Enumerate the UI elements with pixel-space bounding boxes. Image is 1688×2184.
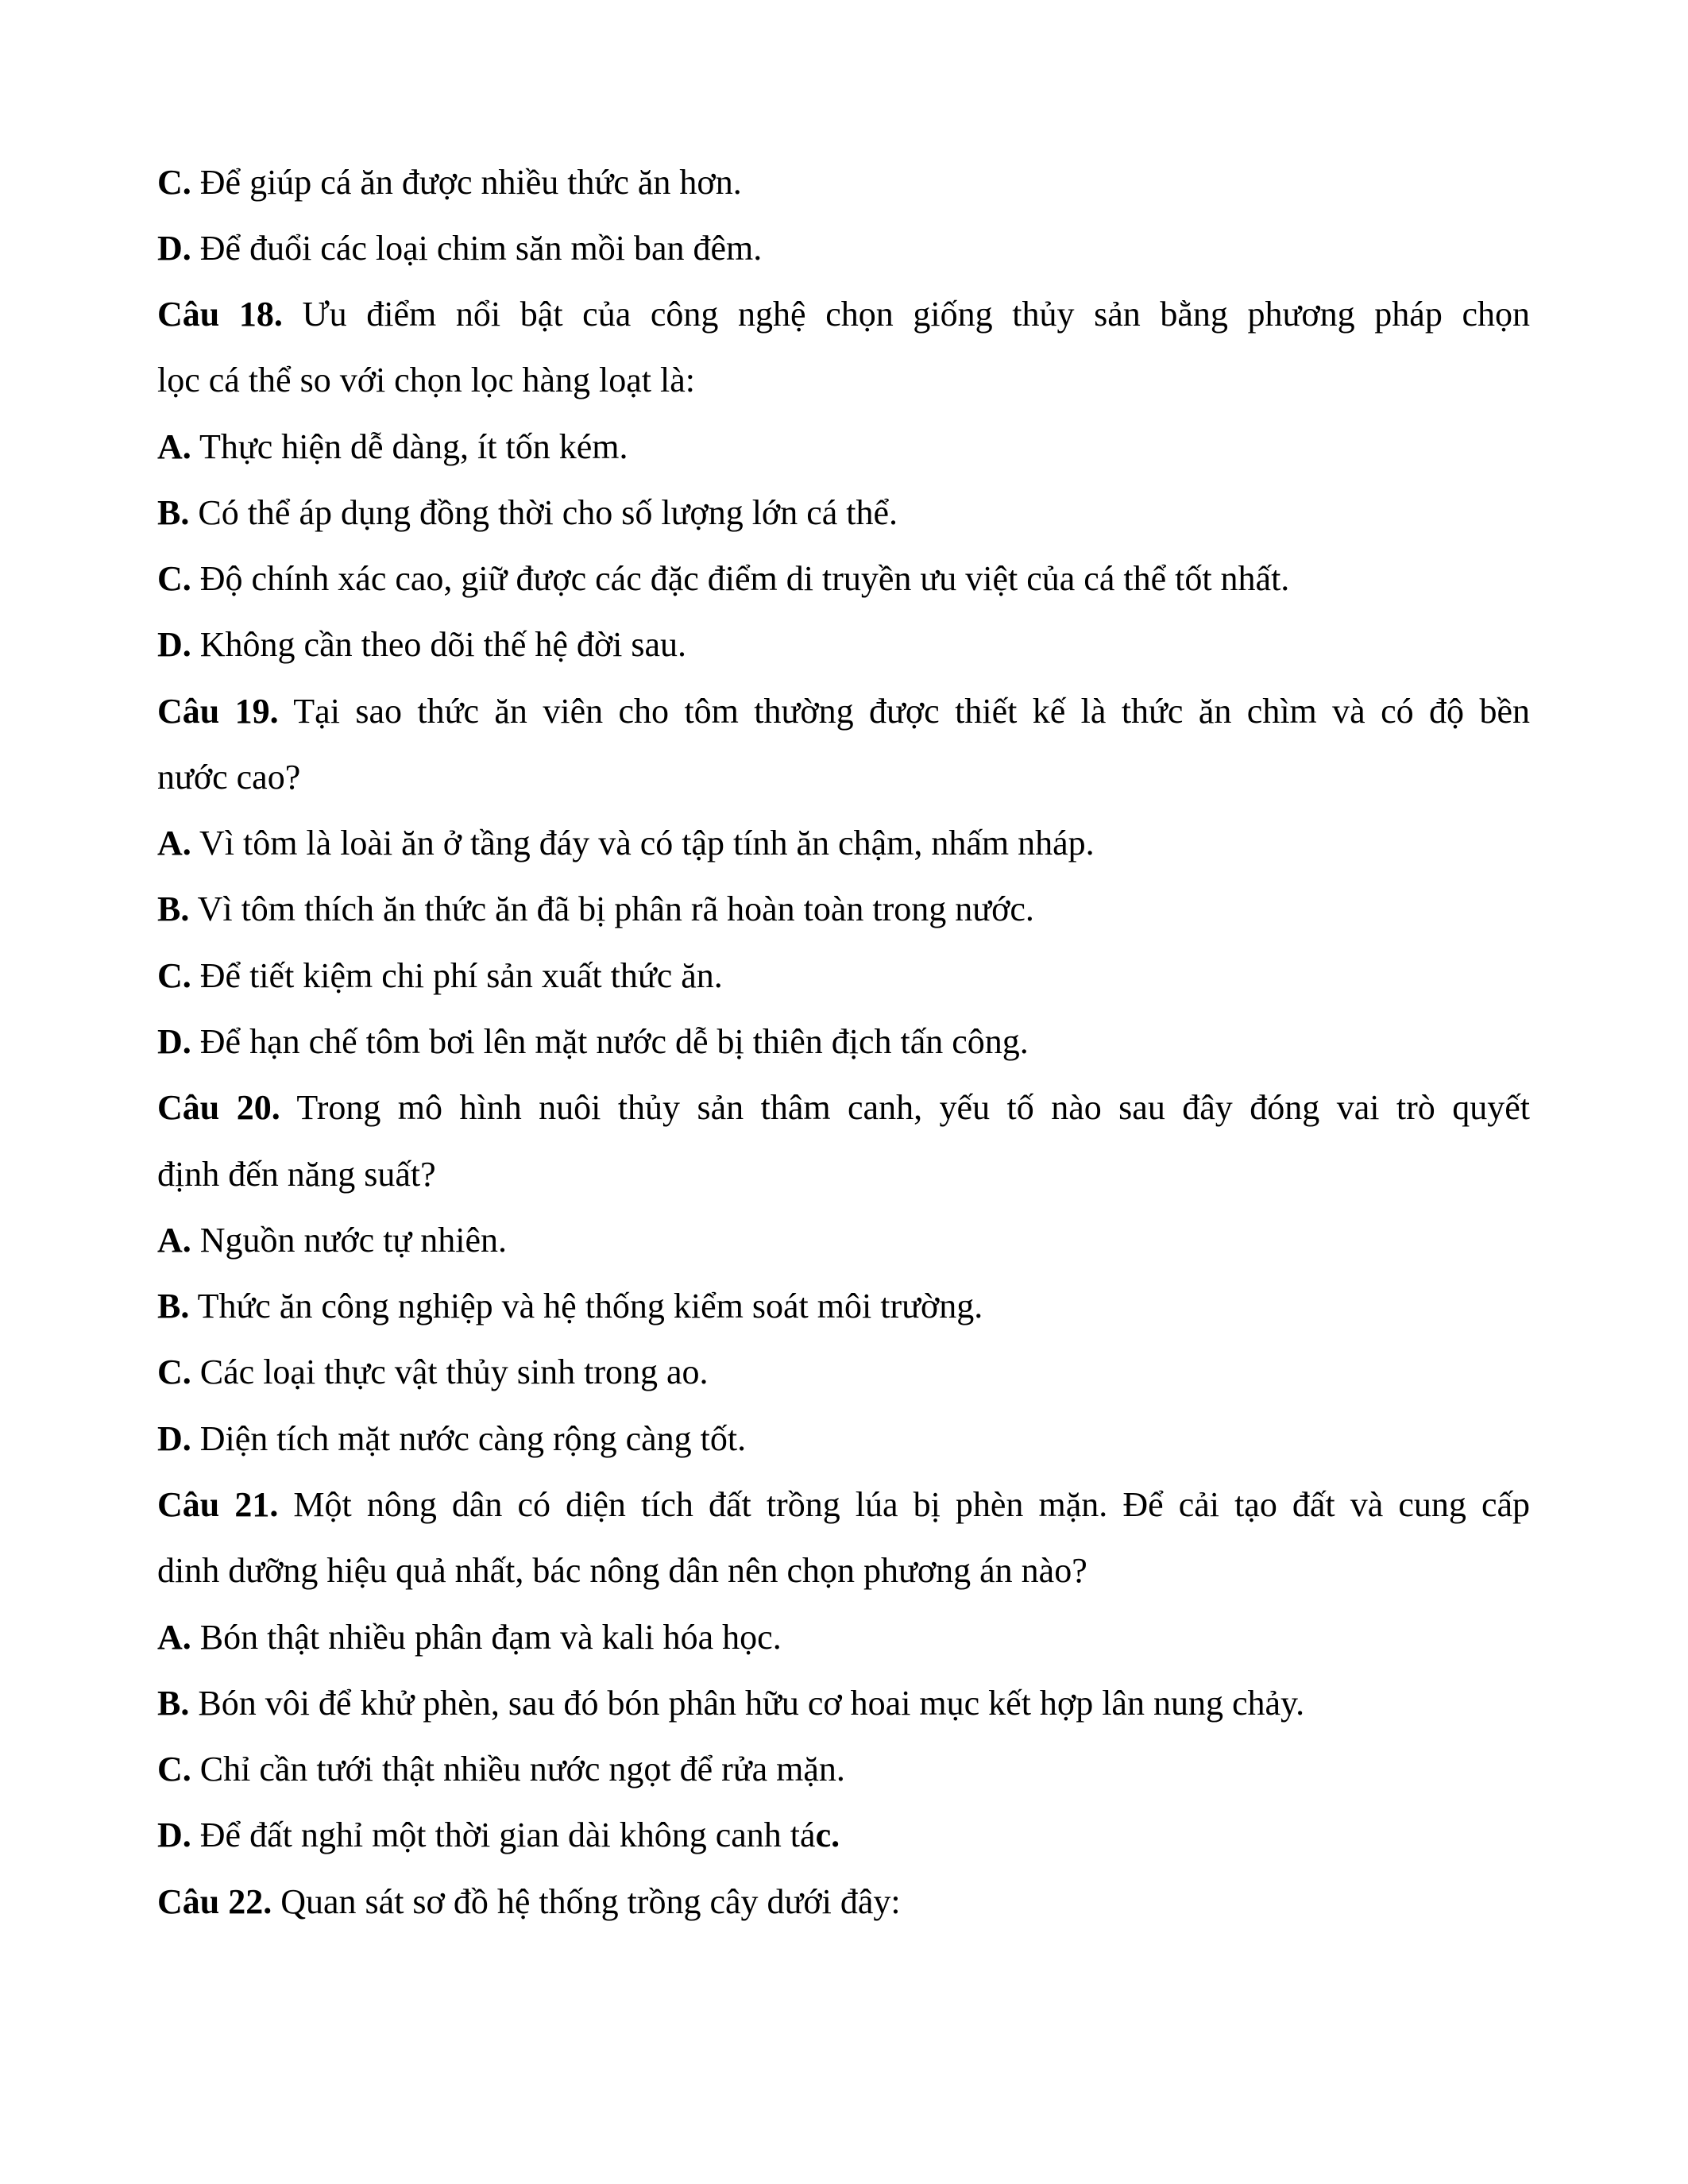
q21-number: Câu 21. — [157, 1485, 279, 1524]
q18-option-c: C. Độ chính xác cao, giữ được các đặc điểm di truyền ưu việt của cá thể tốt nhất. — [157, 559, 1290, 598]
q20-stem-line2: định đến năng suất? — [157, 1155, 436, 1194]
q19-option-a: A. Vì tôm là loài ăn ở tầng đáy và có tập tính ăn chậm, nhấm nháp. — [157, 824, 1095, 862]
q19-number: Câu 19. — [157, 692, 279, 731]
q18-number: Câu 18. — [157, 295, 283, 334]
q21-option-c: C. Chỉ cần tưới thật nhiều nước ngọt để rửa mặn. — [157, 1750, 845, 1788]
q18-option-d: D. Không cần theo dõi thế hệ đời sau. — [157, 625, 687, 664]
q20-number: Câu 20. — [157, 1088, 280, 1127]
q21-option-b: B. Bón vôi để khử phèn, sau đó bón phân hữu cơ hoai mục kết hợp lân nung chảy. — [157, 1684, 1305, 1723]
q18-stem-line1: Câu 18. Ưu điểm nổi bật của công nghệ chọn giống thủy sản bằng phương pháp chọn — [157, 295, 1531, 334]
q19-option-b: B. Vì tôm thích ăn thức ăn đã bị phân rã hoàn toàn trong nước. — [157, 889, 1034, 928]
q21-option-d: D. Để đất nghỉ một thời gian dài không canh tác. — [157, 1815, 840, 1854]
q18-option-b: B. Có thể áp dụng đồng thời cho số lượng lớn cá thể. — [157, 493, 898, 532]
q22-number: Câu 22. — [157, 1882, 272, 1921]
q17-option-c: C. Để giúp cá ăn được nhiều thức ăn hơn. — [157, 163, 742, 202]
q19-stem-line2: nước cao? — [157, 758, 301, 797]
q21-stem-line2: dinh dưỡng hiệu quả nhất, bác nông dân nên chọn phương án nào? — [157, 1551, 1087, 1590]
q19-option-d: D. Để hạn chế tôm bơi lên mặt nước dễ bị thiên địch tấn công. — [157, 1022, 1029, 1061]
q19-option-c: C. Để tiết kiệm chi phí sản xuất thức ăn. — [157, 956, 723, 995]
q17-option-d: D. Để đuổi các loại chim săn mồi ban đêm. — [157, 229, 763, 268]
q18-stem-line2: lọc cá thể so với chọn lọc hàng loạt là: — [157, 361, 695, 399]
q22-stem-line1: Câu 22. Quan sát sơ đồ hệ thống trồng cây dưới đây: — [157, 1882, 901, 1921]
q20-option-b: B. Thức ăn công nghiệp và hệ thống kiểm soát môi trường. — [157, 1287, 983, 1325]
q20-option-a: A. Nguồn nước tự nhiên. — [157, 1221, 508, 1260]
q20-option-d: D. Diện tích mặt nước càng rộng càng tốt. — [157, 1419, 747, 1458]
q21-option-a: A. Bón thật nhiều phân đạm và kali hóa học. — [157, 1618, 782, 1657]
q21-stem-line1: Câu 21. Một nông dân có diện tích đất trồng lúa bị phèn mặn. Để cải tạo đất và cung cấp — [157, 1485, 1530, 1524]
q20-stem-line1: Câu 20. Trong mô hình nuôi thủy sản thâm canh, yếu tố nào sau đây đóng vai trò quyết — [157, 1088, 1531, 1127]
q20-option-c: C. Các loại thực vật thủy sinh trong ao. — [157, 1352, 709, 1391]
q18-option-a: A. Thực hiện dễ dàng, ít tốn kém. — [157, 427, 628, 466]
q19-stem-line1: Câu 19. Tại sao thức ăn viên cho tôm thường được thiết kế là thức ăn chìm và có độ bền — [157, 692, 1530, 731]
